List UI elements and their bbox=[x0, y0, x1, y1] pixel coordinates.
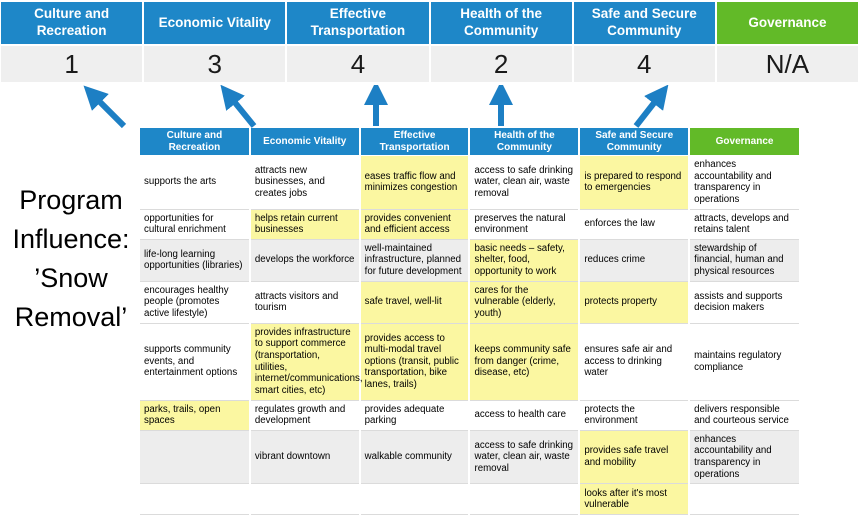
table-row bbox=[140, 239, 799, 281]
influence-matrix bbox=[140, 128, 799, 515]
matrix-cell: basic needs – safety, shelter, food, opportunity to work bbox=[469, 239, 579, 281]
matrix-cell: is prepared to respond to emergencies bbox=[579, 156, 689, 210]
matrix-cell: helps retain current businesses bbox=[250, 209, 360, 239]
banner-priority-score: 4 bbox=[287, 46, 428, 82]
matrix-cell: cares for the vulnerable (elderly, youth) bbox=[469, 281, 579, 323]
up-arrow-icon bbox=[228, 94, 254, 126]
table-row bbox=[140, 209, 799, 239]
banner-column bbox=[431, 2, 572, 82]
matrix-cell bbox=[140, 430, 250, 484]
banner-column bbox=[144, 2, 285, 82]
matrix-cell: protects the environment bbox=[579, 400, 689, 430]
priority-banner bbox=[1, 2, 858, 82]
matrix-column-header: Effective Transportation bbox=[360, 128, 470, 156]
matrix-cell: enhances accountability and transparency in operations bbox=[689, 156, 799, 210]
matrix-cell: provides adequate parking bbox=[360, 400, 470, 430]
table-row bbox=[140, 484, 799, 515]
matrix-cell: provides infrastructure to support commerce (transportation, utilities, internet/communications, smart cities, etc) bbox=[250, 323, 360, 400]
matrix-column-header: Culture and Recreation bbox=[140, 128, 250, 156]
matrix-cell: provides convenient and efficient access bbox=[360, 209, 470, 239]
matrix-cell: access to safe drinking water, clean air, waste removal bbox=[469, 156, 579, 210]
up-arrow-icon bbox=[92, 94, 124, 126]
banner-column bbox=[574, 2, 715, 82]
banner-priority-score: 2 bbox=[431, 46, 572, 82]
matrix-column-header: Safe and Secure Community bbox=[579, 128, 689, 156]
table-row bbox=[140, 430, 799, 484]
matrix-column-header: Economic Vitality bbox=[250, 128, 360, 156]
matrix-cell: delivers responsible and courteous service bbox=[689, 400, 799, 430]
matrix-cell: eases traffic flow and minimizes congestion bbox=[360, 156, 470, 210]
matrix-cell bbox=[360, 484, 470, 515]
banner-column bbox=[717, 2, 858, 82]
banner-priority-score: 4 bbox=[574, 46, 715, 82]
matrix-cell: enforces the law bbox=[579, 209, 689, 239]
matrix-header-row bbox=[140, 128, 799, 156]
matrix-cell: ensures safe air and access to drinking water bbox=[579, 323, 689, 400]
matrix-cell: develops the workforce bbox=[250, 239, 360, 281]
up-arrow-icon bbox=[636, 94, 661, 126]
banner-priority-name: Safe and Secure Community bbox=[574, 2, 715, 44]
matrix-cell: attracts new businesses, and creates jobs bbox=[250, 156, 360, 210]
matrix-cell bbox=[469, 484, 579, 515]
matrix-cell: stewardship of financial, human and physical resources bbox=[689, 239, 799, 281]
matrix-cell: encourages healthy people (promotes active lifestyle) bbox=[140, 281, 250, 323]
matrix-cell: preserves the natural environment bbox=[469, 209, 579, 239]
table-row bbox=[140, 156, 799, 210]
banner-priority-name: Economic Vitality bbox=[144, 2, 285, 44]
banner-priority-name: Governance bbox=[717, 2, 858, 44]
matrix-cell: provides access to multi-modal travel options (transit, public transportation, bike lanes, trails) bbox=[360, 323, 470, 400]
matrix-cell: access to health care bbox=[469, 400, 579, 430]
banner-column bbox=[1, 2, 142, 82]
matrix-cell: assists and supports decision makers bbox=[689, 281, 799, 323]
banner-priority-score: 1 bbox=[1, 46, 142, 82]
matrix-cell: supports community events, and entertainment options bbox=[140, 323, 250, 400]
matrix-cell bbox=[140, 484, 250, 515]
banner-priority-name: Effective Transportation bbox=[287, 2, 428, 44]
program-influence-label: Program Influence: ’Snow Removal’ bbox=[12, 185, 130, 333]
matrix-cell: safe travel, well-lit bbox=[360, 281, 470, 323]
influence-arrows bbox=[0, 85, 859, 129]
matrix-cell: life-long learning opportunities (libraries) bbox=[140, 239, 250, 281]
matrix-cell: attracts visitors and tourism bbox=[250, 281, 360, 323]
matrix-cell: keeps community safe from danger (crime, disease, etc) bbox=[469, 323, 579, 400]
matrix-body bbox=[140, 156, 799, 515]
matrix-cell: access to safe drinking water, clean air, waste removal bbox=[469, 430, 579, 484]
table-row bbox=[140, 323, 799, 400]
matrix-cell: reduces crime bbox=[579, 239, 689, 281]
matrix-column-header: Health of the Community bbox=[469, 128, 579, 156]
banner-priority-score: 3 bbox=[144, 46, 285, 82]
matrix-cell: opportunities for cultural enrichment bbox=[140, 209, 250, 239]
banner-priority-name: Health of the Community bbox=[431, 2, 572, 44]
matrix-cell: well-maintained infrastructure, planned for future development bbox=[360, 239, 470, 281]
banner-column bbox=[287, 2, 428, 82]
matrix-cell: looks after it's most vulnerable bbox=[579, 484, 689, 515]
table-row bbox=[140, 400, 799, 430]
matrix-cell: provides safe travel and mobility bbox=[579, 430, 689, 484]
matrix-cell: walkable community bbox=[360, 430, 470, 484]
matrix-cell bbox=[689, 484, 799, 515]
matrix-cell: protects property bbox=[579, 281, 689, 323]
matrix-column-header: Governance bbox=[689, 128, 799, 156]
matrix-cell: parks, trails, open spaces bbox=[140, 400, 250, 430]
matrix-cell: supports the arts bbox=[140, 156, 250, 210]
matrix-cell: enhances accountability and transparency in operations bbox=[689, 430, 799, 484]
matrix-cell bbox=[250, 484, 360, 515]
matrix-cell: vibrant downtown bbox=[250, 430, 360, 484]
matrix-cell: attracts, develops and retains talent bbox=[689, 209, 799, 239]
table-row bbox=[140, 281, 799, 323]
banner-priority-name: Culture and Recreation bbox=[1, 2, 142, 44]
matrix-cell: regulates growth and development bbox=[250, 400, 360, 430]
matrix-cell: maintains regulatory compliance bbox=[689, 323, 799, 400]
banner-priority-score: N/A bbox=[717, 46, 858, 82]
